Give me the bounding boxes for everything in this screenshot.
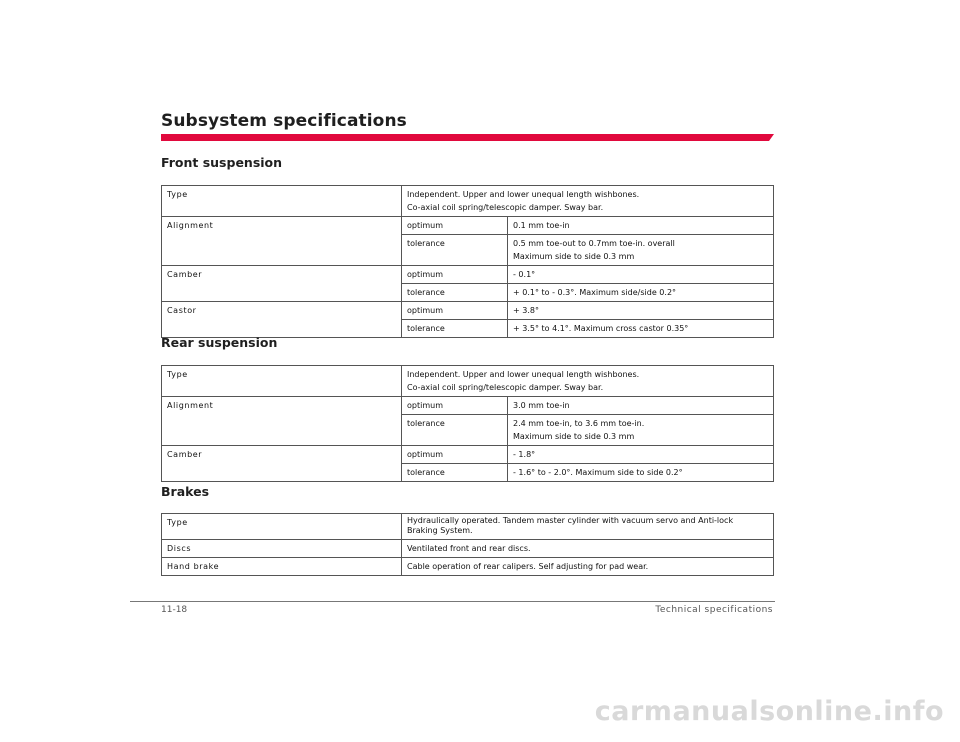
tolerance-value: - 1.6° to - 2.0°. Maximum side to side 0.2°: [508, 464, 774, 482]
discs-label: Discs: [162, 540, 402, 558]
hand-brake-value: Cable operation of rear calipers. Self adjusting for pad wear.: [402, 558, 774, 576]
table-row: [162, 415, 774, 446]
table-row: [162, 217, 774, 235]
empty-cell: [162, 464, 402, 482]
table-row: [162, 186, 774, 217]
empty-cell: [162, 284, 402, 302]
optimum-value: + 3.8°: [508, 302, 774, 320]
table-row: [162, 397, 774, 415]
tolerance-value: 2.4 mm toe-in, to 3.6 mm toe-in. Maximum side to side 0.3 mm: [508, 415, 774, 446]
discs-value: Ventilated front and rear discs.: [402, 540, 774, 558]
table-row: [162, 266, 774, 284]
tolerance-value: + 3.5° to 4.1°. Maximum cross castor 0.35°: [508, 320, 774, 338]
front-suspension-table: [161, 185, 774, 338]
table-row: [162, 464, 774, 482]
type-value: Independent. Upper and lower unequal length wishbones. Co-axial coil spring/telescopic damper. Sway bar.: [402, 366, 774, 397]
optimum-label: optimum: [402, 397, 508, 415]
table-row: [162, 446, 774, 464]
title-accent-bar: [161, 134, 774, 141]
tolerance-value: 0.5 mm toe-out to 0.7mm toe-in. overall Maximum side to side 0.3 mm: [508, 235, 774, 266]
camber-label: Camber: [162, 446, 402, 464]
chapter-title: Technical specifications: [655, 605, 773, 615]
tolerance-label: tolerance: [402, 235, 508, 266]
optimum-value: - 1.8°: [508, 446, 774, 464]
tolerance-label: tolerance: [402, 284, 508, 302]
rear-suspension-heading: Rear suspension: [161, 335, 278, 350]
type-label: Type: [162, 186, 402, 217]
table-row: [162, 514, 774, 540]
optimum-label: optimum: [402, 446, 508, 464]
brakes-table: [161, 513, 774, 576]
tolerance-label: tolerance: [402, 464, 508, 482]
alignment-label: Alignment: [162, 397, 402, 415]
castor-label: Castor: [162, 302, 402, 320]
watermark: carmanualsonline.info: [594, 696, 944, 727]
front-suspension-heading: Front suspension: [161, 155, 283, 170]
optimum-label: optimum: [402, 302, 508, 320]
empty-cell: [162, 235, 402, 266]
optimum-label: optimum: [402, 266, 508, 284]
type-value: Independent. Upper and lower unequal length wishbones. Co-axial coil spring/telescopic damper. Sway bar.: [402, 186, 774, 217]
hand-brake-label: Hand brake: [162, 558, 402, 576]
type-value: Hydraulically operated. Tandem master cylinder with vacuum servo and Anti-lock Braking System.: [402, 514, 774, 540]
camber-label: Camber: [162, 266, 402, 284]
rear-suspension-table: [161, 365, 774, 482]
page-title: Subsystem specifications: [161, 111, 407, 131]
tolerance-label: tolerance: [402, 415, 508, 446]
type-label: Type: [162, 366, 402, 397]
footer-divider: [130, 601, 775, 602]
table-row: [162, 540, 774, 558]
table-row: [162, 366, 774, 397]
table-row: [162, 558, 774, 576]
optimum-value: 3.0 mm toe-in: [508, 397, 774, 415]
optimum-value: - 0.1°: [508, 266, 774, 284]
table-row: [162, 302, 774, 320]
tolerance-label: tolerance: [402, 320, 508, 338]
empty-cell: [162, 415, 402, 446]
optimum-value: 0.1 mm toe-in: [508, 217, 774, 235]
table-row: [162, 284, 774, 302]
type-label: Type: [162, 514, 402, 540]
brakes-heading: Brakes: [161, 484, 210, 499]
alignment-label: Alignment: [162, 217, 402, 235]
optimum-label: optimum: [402, 217, 508, 235]
page-number: 11-18: [161, 605, 188, 615]
tolerance-value: + 0.1° to - 0.3°. Maximum side/side 0.2°: [508, 284, 774, 302]
table-row: [162, 235, 774, 266]
